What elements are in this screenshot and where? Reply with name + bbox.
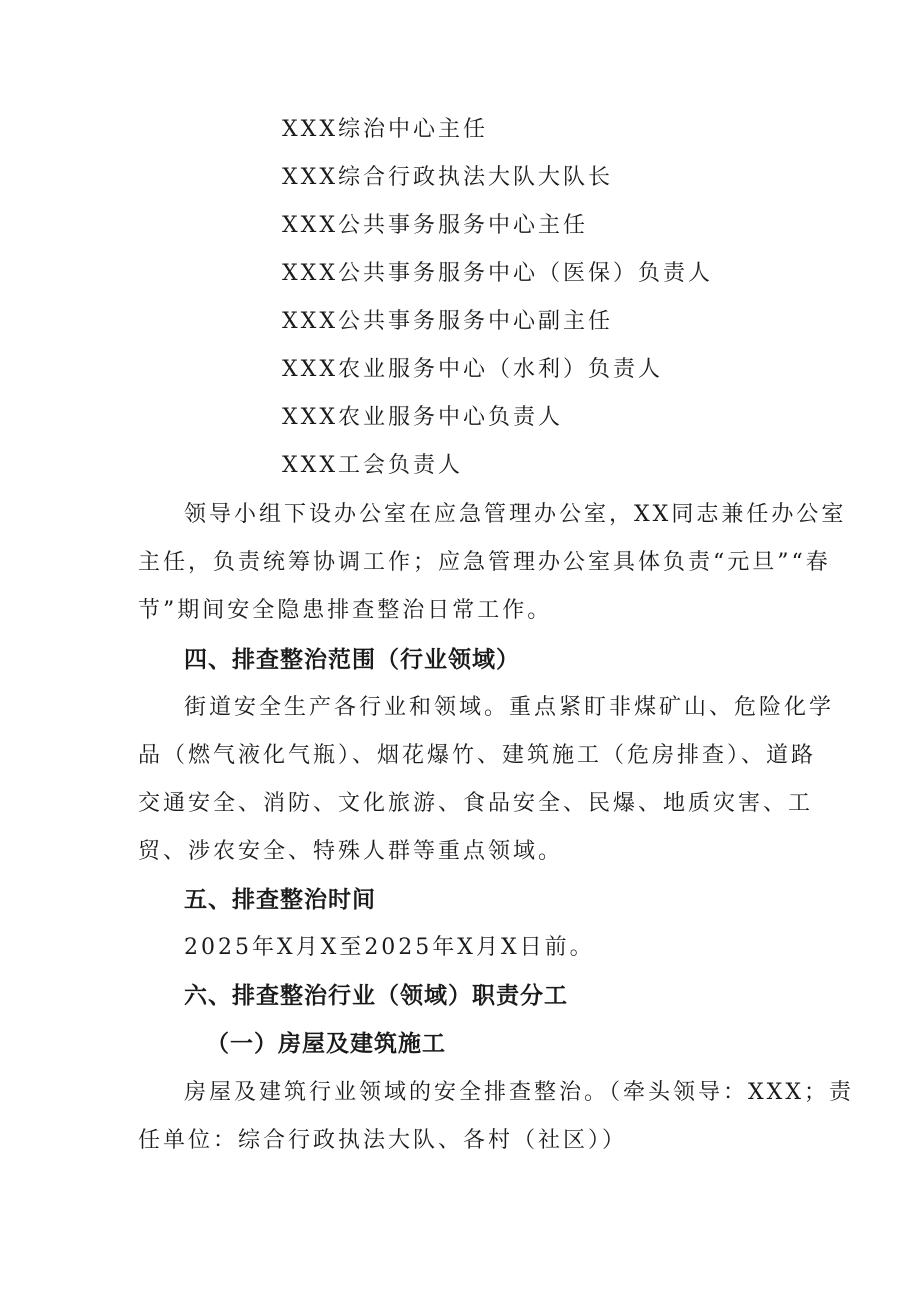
office-paragraph-line: 节”期间安全隐患排查整治日常工作。 xyxy=(138,598,553,623)
section-heading-duties: 六、排查整治行业（领域）职责分工 xyxy=(184,983,568,1009)
member-line: XXX综合行政执法大队大队长 xyxy=(282,165,613,190)
scope-paragraph-line: 交通安全、消防、文化旅游、食品安全、民爆、地质灾害、工 xyxy=(138,791,814,816)
office-paragraph-line: 领导小组下设办公室在应急管理办公室，XX同志兼任办公室 xyxy=(184,502,847,527)
section-heading-scope: 四、排查整治范围（行业领域） xyxy=(184,647,520,673)
subsection-heading-construction: （一）房屋及建筑施工 xyxy=(206,1031,446,1057)
member-line: XXX公共事务服务中心副主任 xyxy=(282,309,613,334)
member-line: XXX农业服务中心负责人 xyxy=(282,405,563,430)
office-paragraph-line: 主任，负责统筹协调工作；应急管理办公室具体负责“元旦”“春 xyxy=(138,550,831,575)
member-line: XXX公共事务服务中心（医保）负责人 xyxy=(282,261,713,286)
construction-paragraph-line: 任单位：综合行政执法大队、各村（社区）） xyxy=(138,1128,628,1153)
member-line: XXX公共事务服务中心主任 xyxy=(282,213,588,238)
construction-paragraph-line: 房屋及建筑行业领域的安全排查整治。（牵头领导：XXX；责 xyxy=(184,1080,854,1105)
scope-paragraph-line: 街道安全生产各行业和领域。重点紧盯非煤矿山、危险化学 xyxy=(184,695,835,720)
time-paragraph-line: 2025年X月X至2025年X月X日前。 xyxy=(184,935,595,960)
section-heading-time: 五、排查整治时间 xyxy=(184,887,376,913)
member-line: XXX综治中心主任 xyxy=(282,117,488,142)
scope-paragraph-line: 贸、涉农安全、特殊人群等重点领域。 xyxy=(138,839,564,864)
member-line: XXX农业服务中心（水利）负责人 xyxy=(282,357,663,382)
scope-paragraph-line: 品（燃气液化气瓶）、烟花爆竹、建筑施工（危房排查）、道路 xyxy=(138,743,817,768)
member-line: XXX工会负责人 xyxy=(282,453,463,478)
